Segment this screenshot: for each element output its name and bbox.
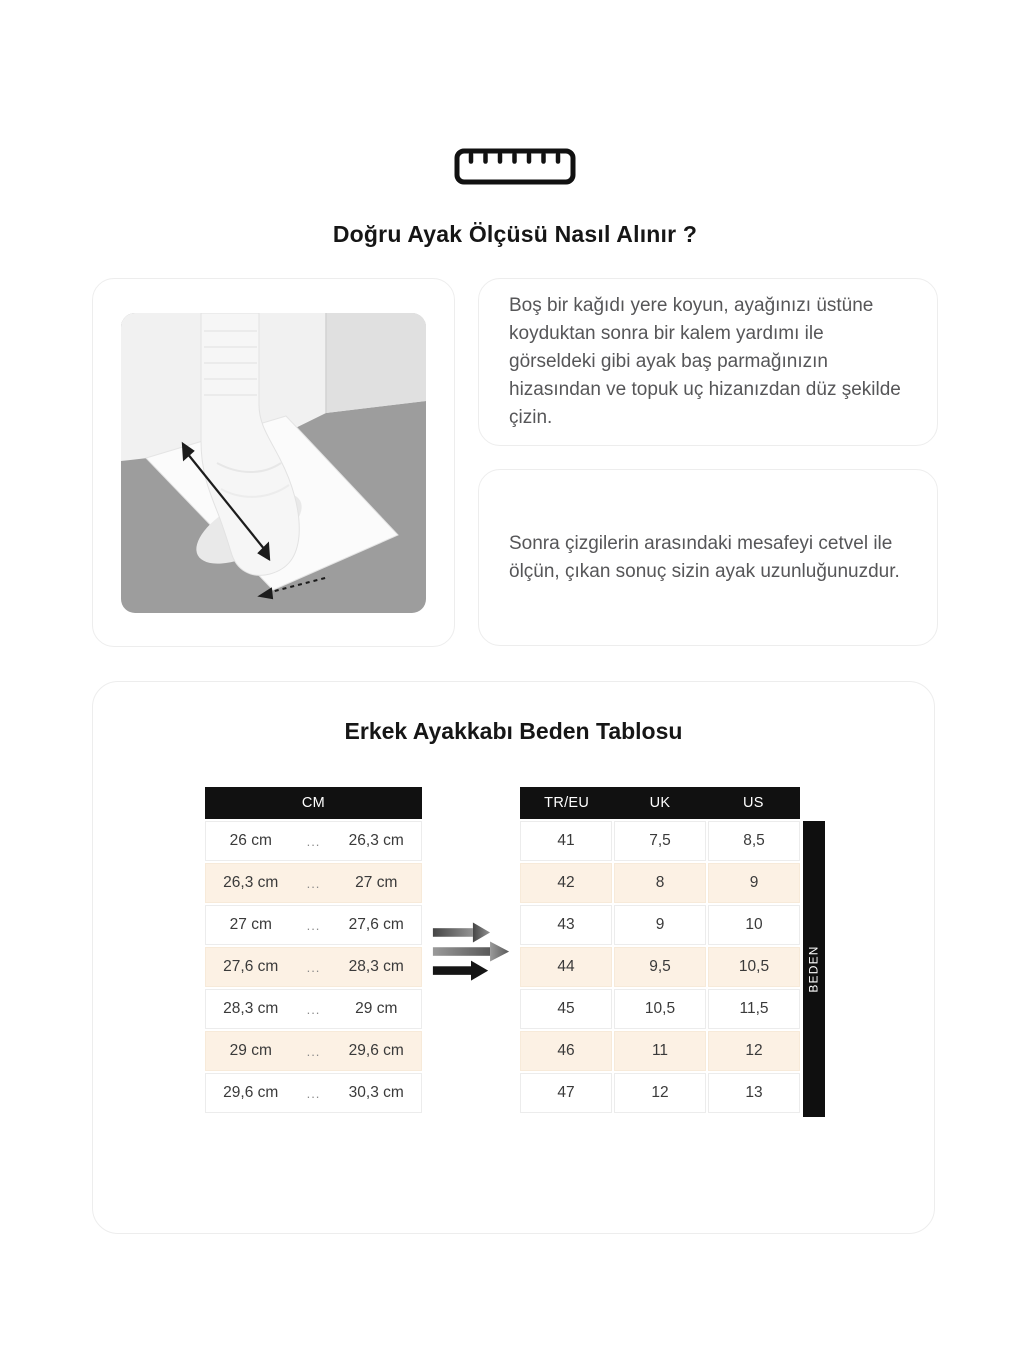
cm-separator: ... (306, 1085, 321, 1101)
size-table-title: Erkek Ayakkabı Beden Tablosu (344, 718, 683, 744)
cm-range-from: 27 cm (229, 916, 272, 933)
cm-table-row (205, 1073, 422, 1113)
eu-size-cell: 10 (708, 905, 800, 945)
cm-table-row (205, 905, 422, 945)
eu-size-cell: 7,5 (614, 821, 706, 861)
cm-range-to: 26,3 cm (348, 832, 404, 849)
eu-size-cell: 11 (614, 1031, 706, 1071)
cm-range-to: 27 cm (355, 874, 398, 891)
eu-size-cell: 9,5 (614, 947, 706, 987)
cm-range-to: 29,6 cm (348, 1042, 404, 1059)
cm-range-to: 28,3 cm (348, 958, 404, 975)
eu-table-body (520, 821, 800, 1113)
size-conversion-arrows-icon (422, 787, 520, 1117)
beden-side-bar (803, 821, 825, 1117)
instructions-section (92, 278, 938, 647)
eu-header-us: US (742, 795, 764, 811)
cm-range-to: 30,3 cm (348, 1084, 404, 1101)
cm-table-header: CM (205, 787, 422, 819)
cm-range-to: 29 cm (355, 1000, 398, 1017)
eu-header-tr-eu: TR/EU (544, 795, 590, 811)
cm-range-from: 28,3 cm (223, 1000, 279, 1017)
eu-header-uk: UK (649, 795, 671, 811)
eu-size-cell: 45 (520, 989, 612, 1029)
eu-size-cell: 12 (708, 1031, 800, 1071)
size-table-card (92, 681, 935, 1234)
eu-size-cell: 10,5 (614, 989, 706, 1029)
cm-separator: ... (306, 959, 321, 975)
page-title: Doğru Ayak Ölçüsü Nasıl Alınır ? (332, 221, 698, 247)
ruler-icon (92, 148, 938, 185)
eu-size-cell: 11,5 (708, 989, 800, 1029)
cm-range-from: 29 cm (229, 1042, 272, 1059)
cm-table-body (205, 821, 422, 1113)
eu-size-cell: 43 (520, 905, 612, 945)
eu-size-cell: 9 (614, 905, 706, 945)
eu-size-cell: 42 (520, 863, 612, 903)
eu-size-cell: 8,5 (708, 821, 800, 861)
cm-table-row (205, 989, 422, 1029)
cm-separator: ... (306, 1001, 321, 1017)
cm-range-from: 29,6 cm (223, 1084, 279, 1101)
measurement-photo-card (92, 278, 455, 647)
cm-separator: ... (306, 875, 321, 891)
eu-size-cell: 41 (520, 821, 612, 861)
cm-range-from: 26 cm (229, 832, 272, 849)
foot-measurement-photo (121, 313, 426, 613)
eu-size-cell: 12 (614, 1073, 706, 1113)
eu-size-cell: 9 (708, 863, 800, 903)
size-tables (205, 787, 934, 1117)
cm-separator: ... (306, 1043, 321, 1059)
cm-table-row (205, 1031, 422, 1071)
eu-size-cell: 8 (614, 863, 706, 903)
cm-size-table (205, 787, 422, 1113)
instruction-steps (478, 278, 938, 647)
cm-range-from: 26,3 cm (223, 874, 279, 891)
cm-separator: ... (306, 917, 321, 933)
eu-size-cell: 10,5 (708, 947, 800, 987)
instruction-step-1-text: Boş bir kağıdı yere koyun, ayağınızı üstüne koyduktan sonra bir kalem yardımı ile görseldeki gibi ayak baş parmağınızın hizasından ve topuk uç hizanızdan düz şekilde çizin. (509, 295, 901, 428)
cm-separator: ... (306, 833, 321, 849)
cm-range-from: 27,6 cm (223, 958, 279, 975)
eu-size-cell: 47 (520, 1073, 612, 1113)
page-header (92, 148, 938, 248)
cm-table-row (205, 821, 422, 861)
eu-size-cell: 44 (520, 947, 612, 987)
cm-range-to: 27,6 cm (348, 916, 404, 933)
eu-size-table (520, 787, 800, 1113)
instruction-step-2-text: Sonra çizgilerin arasındaki mesafeyi cetvel ile ölçün, çıkan sonuç sizin ayak uzunluğunuzdur. (509, 532, 900, 582)
instruction-step-2-card (478, 469, 938, 646)
eu-size-cell: 13 (708, 1073, 800, 1113)
beden-label: BEDEN (807, 945, 821, 993)
eu-table-header (520, 787, 800, 819)
eu-size-cell: 46 (520, 1031, 612, 1071)
cm-table-row (205, 947, 422, 987)
instruction-step-1-card (478, 278, 938, 446)
cm-table-row (205, 863, 422, 903)
